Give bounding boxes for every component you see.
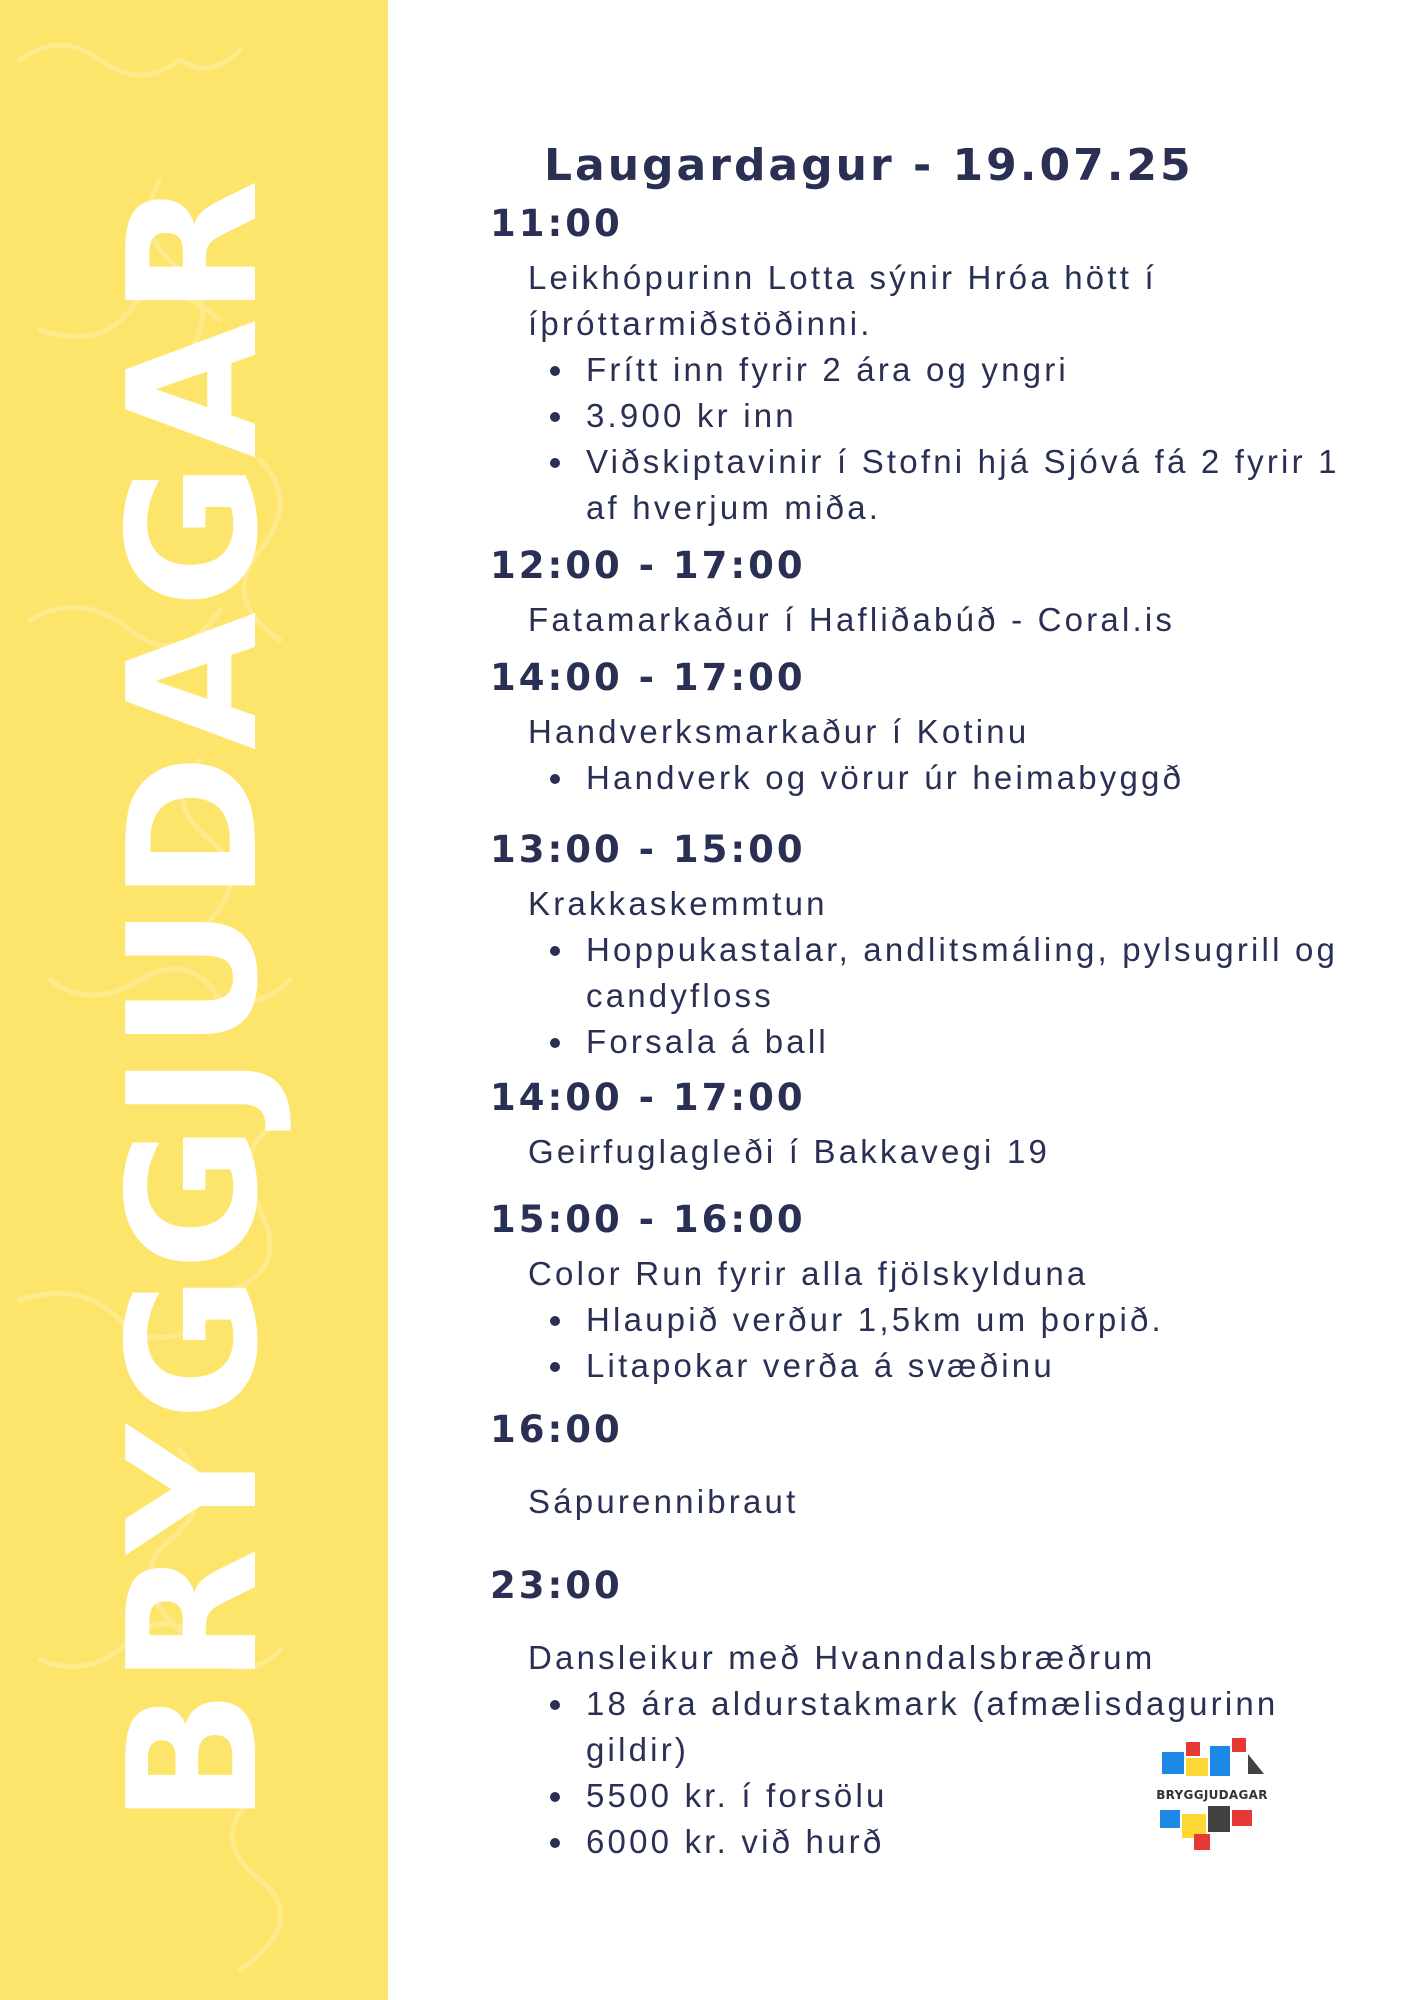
event-bullets <box>490 755 1350 801</box>
event-bullets <box>490 347 1350 531</box>
event <box>490 199 1350 531</box>
bullet-item: Viðskiptavinir í Stofni hjá Sjóvá fá 2 fyrir 1 af hverjum miða. <box>586 439 1350 531</box>
event-description: Fatamarkaður í Hafliðabúð - Coral.is <box>528 601 1176 638</box>
event-bullets <box>490 1297 1350 1389</box>
event <box>490 1195 1350 1389</box>
event-time: 14:00 - 17:00 <box>490 1076 806 1119</box>
bullet-item: Handverk og vörur úr heimabyggð <box>586 755 1350 801</box>
event-time: 15:00 - 16:00 <box>490 1198 806 1241</box>
event <box>490 1405 1350 1525</box>
event-description: Handverksmarkaður í Kotinu <box>528 713 1030 750</box>
bullet-item: Frítt inn fyrir 2 ára og yngri <box>586 347 1350 393</box>
event-description: Dansleikur með Hvanndalsbræðrum <box>528 1639 1156 1676</box>
bullet-item: Hoppukastalar, andlitsmáling, pylsugrill og candyfloss <box>586 927 1350 1019</box>
event-description: Color Run fyrir alla fjölskylduna <box>528 1255 1089 1292</box>
event-time: 12:00 - 17:00 <box>490 544 806 587</box>
bullet-item: 5500 kr. í forsölu <box>586 1773 1350 1819</box>
sidebar-banner <box>0 0 388 2000</box>
logo-text: BRYGGJUDAGAR <box>1156 1788 1268 1802</box>
side-title: BRYGGJUDAGAR <box>90 175 297 1825</box>
schedule <box>490 140 1350 1865</box>
bryggjudagar-logo <box>1152 1734 1272 1854</box>
event-description: Geirfuglagleði í Bakkavegi 19 <box>528 1133 1051 1170</box>
event-time: 11:00 <box>490 202 623 245</box>
bullet-item: Forsala á ball <box>586 1019 1350 1065</box>
event <box>490 1073 1350 1175</box>
event-list <box>490 199 1350 1865</box>
event-time: 13:00 - 15:00 <box>490 828 806 871</box>
event-description: Sápurennibraut <box>528 1483 799 1520</box>
event-time: 23:00 <box>490 1564 623 1607</box>
bullet-item: Litapokar verða á svæðinu <box>586 1343 1350 1389</box>
event-description: Krakkaskemmtun <box>528 885 828 922</box>
bullet-item: 3.900 kr inn <box>586 393 1350 439</box>
event <box>490 541 1350 643</box>
event-time: 16:00 <box>490 1408 623 1451</box>
bullet-item: 18 ára aldurstakmark (afmælisdagurinn gildir) <box>586 1681 1350 1773</box>
day-title: Laugardagur - 19.07.25 <box>544 140 1194 191</box>
event <box>490 653 1350 801</box>
event <box>490 825 1350 1065</box>
event-bullets <box>490 927 1350 1065</box>
bullet-item: Hlaupið verður 1,5km um þorpið. <box>586 1297 1350 1343</box>
event-description: Leikhópurinn Lotta sýnir Hróa hött í íþróttarmiðstöðinni. <box>528 259 1157 342</box>
bullet-item: 6000 kr. við hurð <box>586 1819 1350 1865</box>
event-time: 14:00 - 17:00 <box>490 656 806 699</box>
